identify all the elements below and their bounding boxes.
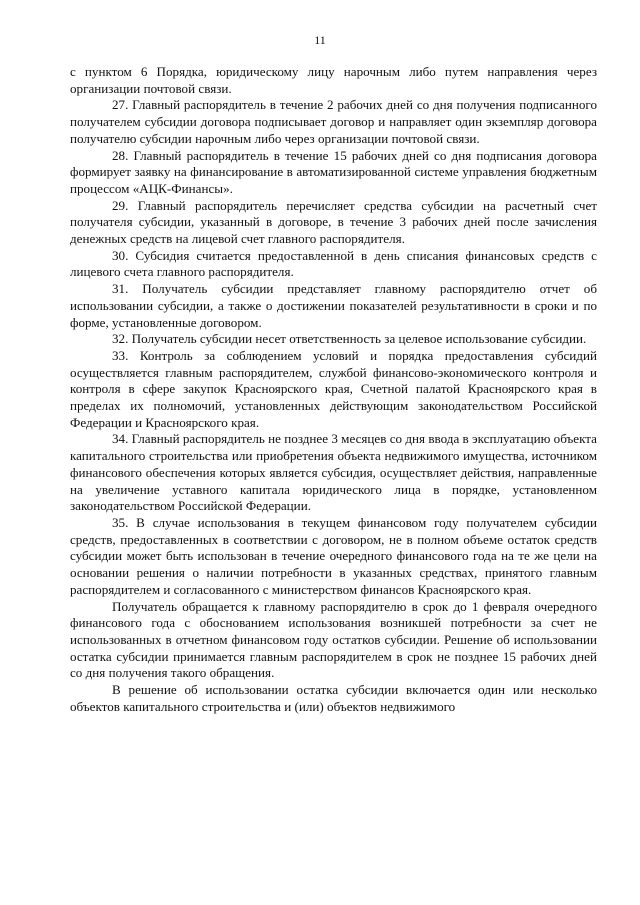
paragraph-29: 29. Главный распорядитель перечисляет средства субсидии на расчетный счет получателя субсидии, указанный в договоре, в течение 3 рабочих дней после зачисления денежных средств на лицевой счет главного распорядителя. xyxy=(70,197,597,247)
paragraph-33: 33. Контроль за соблюдением условий и порядка предоставления субсидий осуществляется главным распорядителем, службой финансово-экономического контроля и контроля в сфере закупок Красноярского края, Счетной палатой Красноярского края в пределах их полномочий, установленных действующим законодательством Российской Федерации и Красноярского края. xyxy=(70,347,597,430)
paragraph-34: 34. Главный распорядитель не позднее 3 месяцев со дня ввода в эксплуатацию объекта капитального строительства или приобретения объекта недвижимого имущества, источником финансового обеспечения которых является субсидия, осуществляет действия, направленные на увеличение уставного капитала юридического лица в порядке, установленном законодательством Российской Федерации. xyxy=(70,431,597,514)
paragraph-28: 28. Главный распорядитель в течение 15 рабочих дней со дня подписания договора формирует заявку на финансирование в автоматизированной системе управления бюджетным процессом «АЦК-Финансы». xyxy=(70,147,597,196)
paragraph-32: 32. Получатель субсидии несет ответственность за целевое использование субсидии. xyxy=(112,331,587,347)
paragraph-continuation-from-previous-page: с пунктом 6 Порядка, юридическому лицу нарочным либо путем направления через организации почтовой связи. xyxy=(70,64,597,96)
paragraph-30: 30. Субсидия считается предоставленной в день списания финансовых средств с лицевого счета главного распорядителя. xyxy=(70,247,597,280)
paragraph-27: 27. Главный распорядитель в течение 2 рабочих дней со дня получения подписанного получателем субсидии договора подписывает договор и направляет один экземпляр договора получателю субсидии нарочным либо через организации почтовой связи. xyxy=(70,97,597,146)
paragraph-35: 35. В случае использования в текущем финансовом году получателем субсидии средств, предоставленных в соответствии с договором, не в полном объеме остаток средств субсидии может быть использован в течение очередного финансового года на те же цели на основании решения о наличии потребности в указанных средствах, принятого главным распорядителем и согласованного с министерством финансов Красноярского края. xyxy=(70,514,597,597)
page-number: 11 xyxy=(314,33,326,47)
paragraph-35-recipient-request: Получатель обращается к главному распорядителю в срок до 1 февраля очередного финансового года с обоснованием использования возникшей потребности за счет не использованных в отчетном финансовом году остатков субсидии. Решение об использовании остатка субсидии принимается главным распорядителем в срок не позднее 15 рабочих дней со дня получения такого обращения. xyxy=(70,598,597,681)
paragraph-31: 31. Получатель субсидии представляет главному распорядителю отчет об использовании субсидии, а также о достижении показателей результативности в сроки и по форме, установленные договором. xyxy=(70,281,597,330)
document-body xyxy=(70,64,597,715)
paragraph-35-decision-content: В решение об использовании остатка субсидии включается один или несколько объектов капитального строительства и (или) объектов недвижимого xyxy=(70,682,597,714)
